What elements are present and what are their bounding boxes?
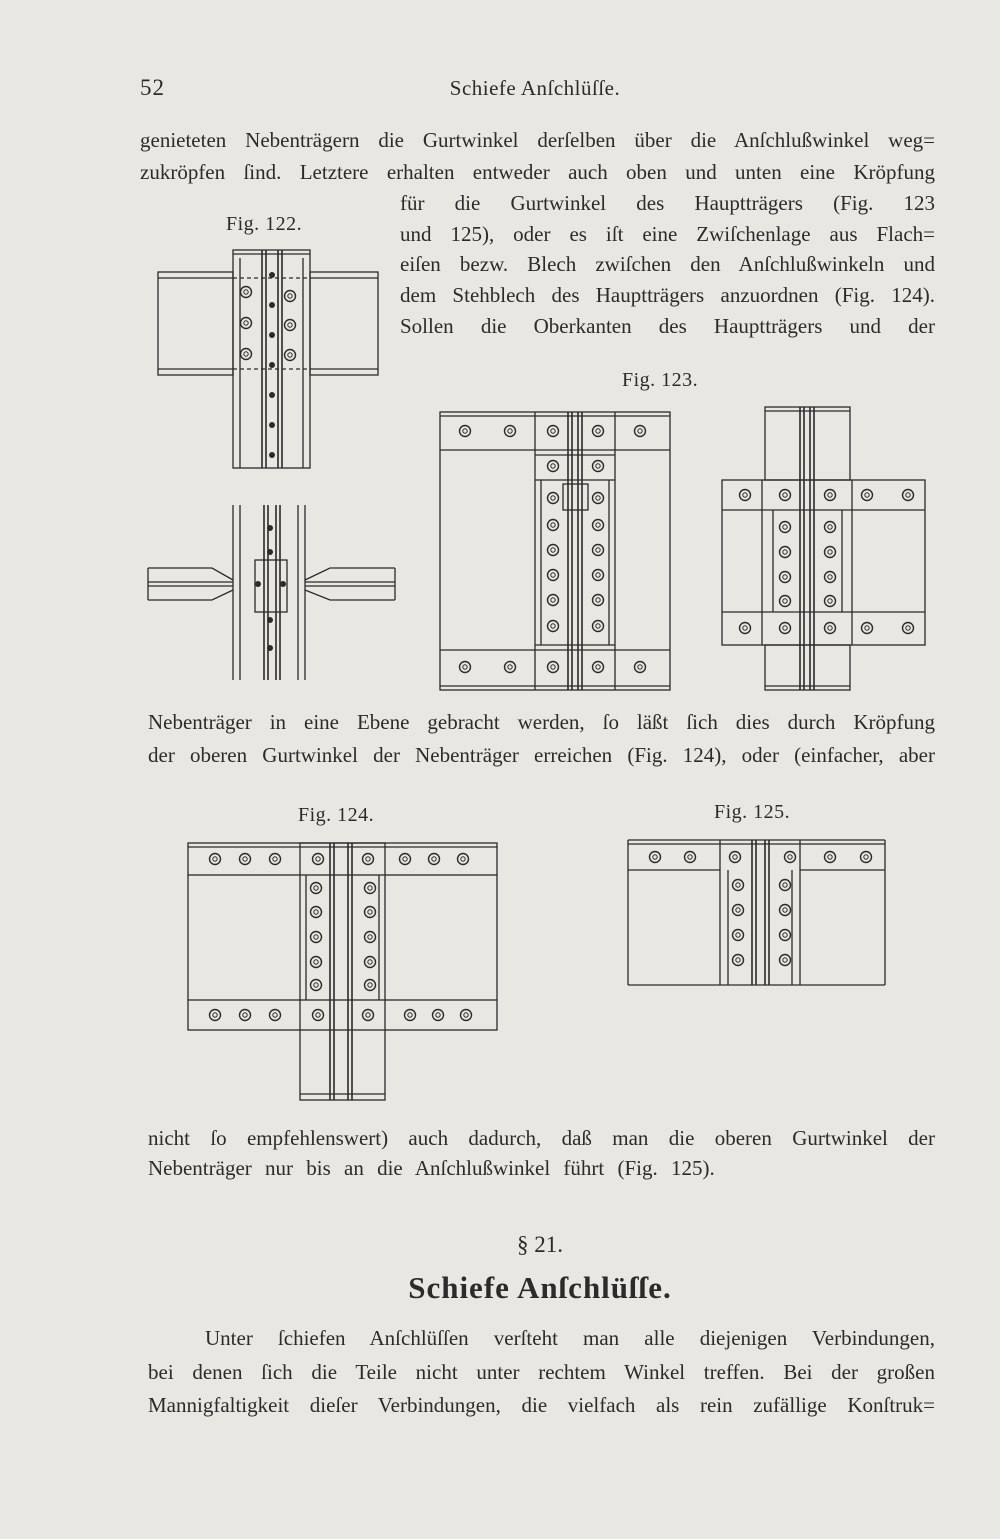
text-line: Nebenträger in eine Ebene gebracht werden, ſo läßt ſich dies durch Kröpfung (148, 710, 935, 734)
rivet (285, 291, 296, 302)
rivet (593, 520, 604, 531)
rivet (311, 980, 322, 991)
web-rivet (269, 332, 275, 338)
rivet-head (551, 624, 555, 628)
rivet-head (828, 599, 832, 603)
rivet (548, 595, 559, 606)
rivet (780, 930, 791, 941)
rivet-head (865, 626, 869, 630)
plate-outline (563, 484, 588, 510)
rivet-head (408, 1013, 412, 1017)
rivet-head (436, 1013, 440, 1017)
rivet (460, 426, 471, 437)
rivet-head (368, 935, 372, 939)
rivet (593, 595, 604, 606)
plate-outline (188, 1000, 497, 1030)
figure-125-caption: Fig. 125. (714, 801, 791, 823)
rivet (593, 461, 604, 472)
rivet-head (736, 908, 740, 912)
rivet (635, 426, 646, 437)
rivet (548, 662, 559, 673)
rivet-head (596, 624, 600, 628)
rivet-head (783, 958, 787, 962)
rivet (548, 545, 559, 556)
rivet-head (508, 429, 512, 433)
rivet (733, 930, 744, 941)
rivet-head (551, 429, 555, 433)
rivet (825, 852, 836, 863)
rivet-head (828, 493, 832, 497)
web-rivet (269, 422, 275, 428)
rivet (825, 572, 836, 583)
rivet-head (314, 935, 318, 939)
beam-outline (305, 568, 395, 580)
rivet-head (368, 910, 372, 914)
rivet-head (244, 290, 248, 294)
rivet (548, 461, 559, 472)
rivet (780, 880, 791, 891)
rivet-head (653, 855, 657, 859)
rivet-head (244, 321, 248, 325)
rivet-head (733, 855, 737, 859)
rivet-head (688, 855, 692, 859)
rivet (548, 570, 559, 581)
rivet (685, 852, 696, 863)
rivet (505, 426, 516, 437)
web-rivet (269, 302, 275, 308)
rivet (270, 1010, 281, 1021)
rivet (733, 905, 744, 916)
rivet (285, 320, 296, 331)
rivet (311, 907, 322, 918)
rivet (593, 545, 604, 556)
rivet (733, 880, 744, 891)
web-rivet (267, 617, 273, 623)
rivet (363, 1010, 374, 1021)
rivet-head (551, 523, 555, 527)
plate-outline (310, 272, 378, 375)
rivet-head (273, 1013, 277, 1017)
rivet (635, 662, 646, 673)
web-rivet (267, 525, 273, 531)
rivet (780, 623, 791, 634)
rivet-head (508, 665, 512, 669)
rivet-head (638, 429, 642, 433)
rivet-head (288, 294, 292, 298)
rivet (365, 932, 376, 943)
rivet-head (213, 857, 217, 861)
rivet-head (368, 886, 372, 890)
rivet-head (743, 493, 747, 497)
section-number: § 21. (517, 1232, 563, 1257)
text-line: und 125), oder es iſt eine Zwiſchenlage aus Flach= (400, 222, 935, 246)
rivet (548, 621, 559, 632)
text-line: Unter ſchiefen Anſchlüſſen verſteht man alle diejenigen Verbindungen, (205, 1326, 935, 1350)
rivet-head (596, 523, 600, 527)
rivet-head (596, 429, 600, 433)
rivet (365, 907, 376, 918)
rivet-head (368, 983, 372, 987)
rivet (210, 854, 221, 865)
rivet-head (783, 525, 787, 529)
rivet (461, 1010, 472, 1021)
plate-outline (765, 645, 850, 690)
rivet-head (783, 626, 787, 630)
rivet (285, 350, 296, 361)
rivet-head (551, 598, 555, 602)
rivet (365, 957, 376, 968)
figure-124-drawing (188, 843, 497, 1100)
page-number: 52 (140, 75, 165, 100)
section-title: Schiefe Anſchlüſſe. (408, 1270, 672, 1305)
rivet (548, 426, 559, 437)
figure-122-plan-drawing (148, 505, 395, 680)
rivet (593, 662, 604, 673)
rivet (780, 522, 791, 533)
rivet-head (463, 665, 467, 669)
rivet (210, 1010, 221, 1021)
beam-outline (305, 590, 395, 600)
text-line: Mannigfaltigkeit dieſer Verbindungen, die vielfach als rein zufällige Konſtruk= (148, 1393, 935, 1417)
rivet-head (314, 886, 318, 890)
rivet (825, 490, 836, 501)
rivet-head (596, 548, 600, 552)
web-rivet (267, 645, 273, 651)
text-line: zukröpfen ſind. Letztere erhalten entweder auch oben und unten eine Kröpfung (140, 160, 935, 184)
rivet-head (432, 857, 436, 861)
rivet (780, 547, 791, 558)
rivet-head (244, 352, 248, 356)
plate-outline (158, 272, 233, 375)
rivet-head (596, 573, 600, 577)
rivet (903, 623, 914, 634)
figure-122-elevation-drawing (158, 250, 378, 468)
rivet-head (288, 353, 292, 357)
rivet-head (213, 1013, 217, 1017)
rivet (825, 596, 836, 607)
web-rivet (269, 362, 275, 368)
rivet (365, 883, 376, 894)
rivet-head (783, 908, 787, 912)
rivet (311, 883, 322, 894)
rivet (363, 854, 374, 865)
rivet (458, 854, 469, 865)
rivet-head (865, 493, 869, 497)
rivet (861, 852, 872, 863)
rivet-head (783, 575, 787, 579)
rivet-head (551, 665, 555, 669)
rivet (825, 547, 836, 558)
rivet-head (243, 857, 247, 861)
web-rivet (269, 452, 275, 458)
rivet-head (828, 525, 832, 529)
web-rivet (269, 392, 275, 398)
rivet-head (464, 1013, 468, 1017)
text-line: dem Stehblech des Hauptträgers anzuordnen (Fig. 124). (400, 283, 935, 307)
rivet (650, 852, 661, 863)
text-line: eiſen bezw. Blech zwiſchen den Anſchlußwinkeln und (400, 252, 935, 276)
rivet (241, 349, 252, 360)
rivet-head (596, 464, 600, 468)
text-line: Nebenträger nur bis an die Anſchlußwinkel führt (Fig. 125). (148, 1156, 715, 1180)
beam-outline (148, 590, 233, 600)
rivet (733, 955, 744, 966)
rivet-head (366, 1013, 370, 1017)
rivet-head (783, 493, 787, 497)
rivet-head (314, 983, 318, 987)
rivet (825, 522, 836, 533)
text-line: nicht ſo empfehlenswert) auch dadurch, daß man die oberen Gurtwinkel der (148, 1126, 935, 1150)
rivet-head (366, 857, 370, 861)
web-rivet (267, 549, 273, 555)
rivet-head (783, 933, 787, 937)
rivet-head (864, 855, 868, 859)
rivet-head (288, 323, 292, 327)
rivet-head (788, 855, 792, 859)
web-rivet (280, 581, 286, 587)
rivet (780, 596, 791, 607)
text-line: bei denen ſich die Teile nicht unter rechtem Winkel treffen. Bei der großen (148, 1360, 935, 1384)
rivet-head (638, 665, 642, 669)
rivet (593, 621, 604, 632)
rivet (460, 662, 471, 673)
rivet-head (368, 960, 372, 964)
rivet (548, 493, 559, 504)
rivet-head (551, 573, 555, 577)
rivet-head (551, 464, 555, 468)
rivet (241, 287, 252, 298)
plate-outline (765, 407, 850, 480)
text-line: Sollen die Oberkanten des Hauptträgers und der (400, 314, 935, 338)
rivet-head (828, 550, 832, 554)
plate-outline (188, 843, 497, 875)
figure-125-drawing (628, 840, 885, 985)
plate-outline (722, 480, 925, 645)
rivet-head (551, 548, 555, 552)
figure-123-right-drawing (722, 407, 925, 690)
rivet (593, 570, 604, 581)
plate-outline (300, 843, 385, 1100)
rivet-head (906, 493, 910, 497)
rivet (862, 623, 873, 634)
rivet (311, 957, 322, 968)
figure-123-caption: Fig. 123. (622, 369, 699, 391)
text-line: genieteten Nebenträgern die Gurtwinkel derſelben über die Anſchlußwinkel weg= (140, 128, 935, 152)
beam-outline (148, 568, 233, 580)
rivet-head (463, 429, 467, 433)
rivet (730, 852, 741, 863)
rivet-head (783, 883, 787, 887)
rivet-head (906, 626, 910, 630)
rivet-head (243, 1013, 247, 1017)
rivet-head (783, 599, 787, 603)
rivet (405, 1010, 416, 1021)
rivet (785, 852, 796, 863)
web-rivet (255, 581, 261, 587)
rivet (433, 1010, 444, 1021)
text-line: für die Gurtwinkel des Hauptträgers (Fig. 123 (400, 191, 935, 215)
rivet (241, 318, 252, 329)
rivet (780, 490, 791, 501)
figure-122-caption: Fig. 122. (226, 213, 303, 235)
rivet (365, 980, 376, 991)
figure-123-left-drawing (440, 412, 670, 690)
rivet-head (316, 1013, 320, 1017)
rivet (400, 854, 411, 865)
rivet (240, 854, 251, 865)
rivet (593, 493, 604, 504)
rivet-head (828, 626, 832, 630)
rivet-head (596, 496, 600, 500)
running-title: Schiefe Anſchlüſſe. (449, 76, 621, 100)
rivet-head (316, 857, 320, 861)
rivet (313, 854, 324, 865)
rivet (825, 623, 836, 634)
rivet-head (828, 855, 832, 859)
rivet-head (828, 575, 832, 579)
rivet-head (461, 857, 465, 861)
rivet (548, 520, 559, 531)
rivet-head (596, 598, 600, 602)
text-line: der oberen Gurtwinkel der Nebenträger erreichen (Fig. 124), oder (einfacher, aber (148, 743, 935, 767)
web-rivet (269, 272, 275, 278)
rivet (903, 490, 914, 501)
rivet-head (403, 857, 407, 861)
rivet-head (314, 960, 318, 964)
rivet (429, 854, 440, 865)
rivet (311, 932, 322, 943)
rivet (313, 1010, 324, 1021)
figure-124-caption: Fig. 124. (298, 804, 375, 826)
rivet (780, 955, 791, 966)
rivet-head (273, 857, 277, 861)
rivet (740, 623, 751, 634)
rivet (240, 1010, 251, 1021)
rivet-head (736, 933, 740, 937)
rivet-head (736, 958, 740, 962)
rivet (505, 662, 516, 673)
rivet-head (783, 550, 787, 554)
rivet-head (596, 665, 600, 669)
rivet (593, 426, 604, 437)
rivet (862, 490, 873, 501)
rivet-head (743, 626, 747, 630)
rivet-head (314, 910, 318, 914)
rivet (740, 490, 751, 501)
rivet-head (736, 883, 740, 887)
rivet (780, 572, 791, 583)
rivet-head (551, 496, 555, 500)
rivet (270, 854, 281, 865)
rivet (780, 905, 791, 916)
